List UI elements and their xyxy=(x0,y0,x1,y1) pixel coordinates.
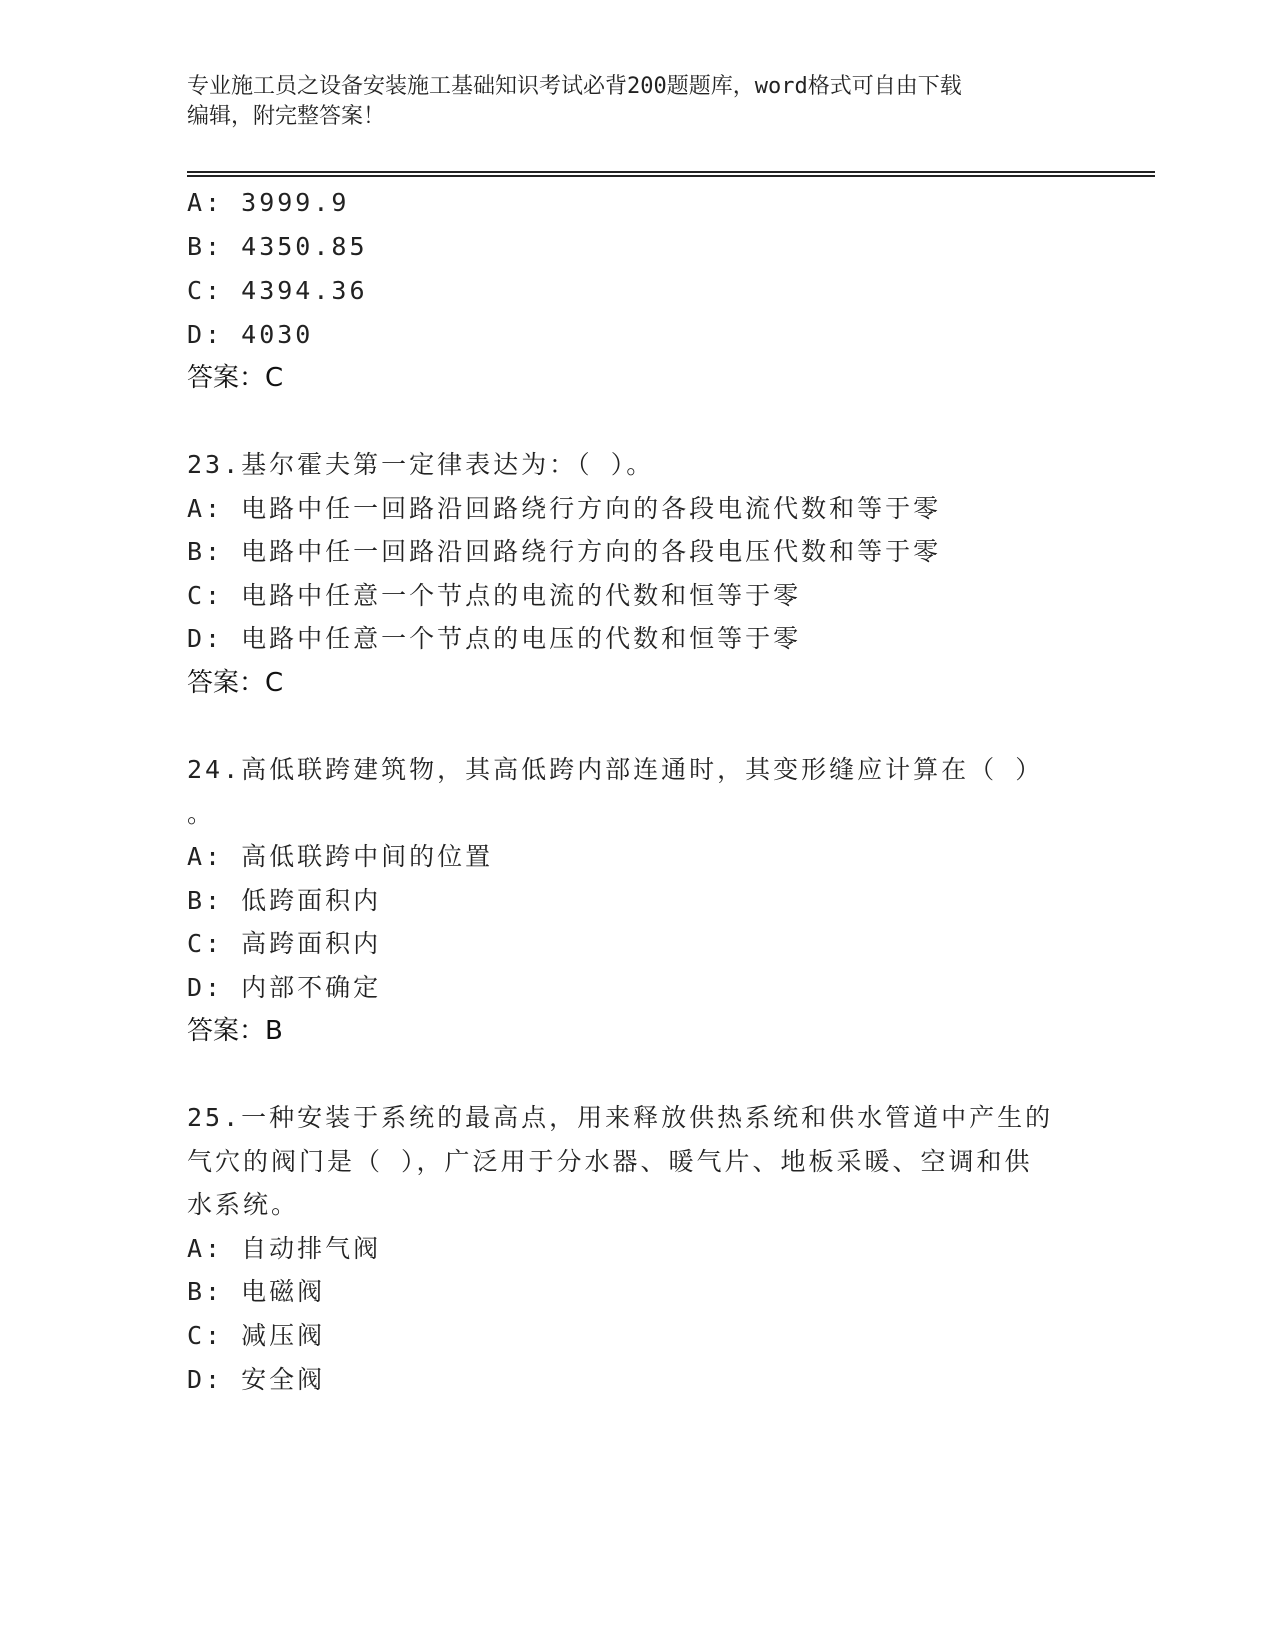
header-title-line-2: 编辑，附完整答案！ xyxy=(187,104,386,129)
q24-answer: 答案：B xyxy=(187,1016,283,1046)
q23-question: 23.基尔霍夫第一定律表达为：（ ）。 xyxy=(187,450,655,479)
header-divider-top xyxy=(187,171,1155,173)
header-title-line-1: 专业施工员之设备安装施工基础知识考试必背200题题库，word格式可自由下载 xyxy=(187,74,962,99)
document-header xyxy=(187,72,1067,132)
header-divider-bottom xyxy=(187,175,1155,177)
q25-question-line-1: 25.一种安装于系统的最高点，用来释放供热系统和供水管道中产生的 xyxy=(187,1103,1054,1132)
q22-option-b: B: 4350.85 xyxy=(187,232,368,261)
q24-option-d: D: 内部不确定 xyxy=(187,973,382,1002)
q25-option-b: B: 电磁阀 xyxy=(187,1277,326,1306)
q24-option-c: C: 高跨面积内 xyxy=(187,929,382,958)
q25-option-c: C: 减压阀 xyxy=(187,1321,326,1350)
q25-option-d: D: 安全阀 xyxy=(187,1365,326,1394)
q24-option-a: A: 高低联跨中间的位置 xyxy=(187,842,494,871)
q25-question-line-2: 气穴的阀门是（ ），广泛用于分水器、暖气片、地板采暖、空调和供 xyxy=(187,1147,1033,1176)
q23-answer: 答案：C xyxy=(187,668,284,698)
q24-question-line-1: 24.高低联跨建筑物，其高低跨内部连通时，其变形缝应计算在（ ） xyxy=(187,755,1044,784)
q22-option-a: A: 3999.9 xyxy=(187,188,350,217)
q25-option-a: A: 自动排气阀 xyxy=(187,1234,382,1263)
q22-option-d: D: 4030 xyxy=(187,320,314,349)
q23-option-a: A: 电路中任一回路沿回路绕行方向的各段电流代数和等于零 xyxy=(187,494,942,523)
q24-option-b: B: 低跨面积内 xyxy=(187,886,382,915)
q23-option-d: D: 电路中任意一个节点的电压的代数和恒等于零 xyxy=(187,624,802,653)
q22-option-c: C: 4394.36 xyxy=(187,276,368,305)
q25-question-line-3: 水系统。 xyxy=(187,1190,300,1219)
q23-option-b: B: 电路中任一回路沿回路绕行方向的各段电压代数和等于零 xyxy=(187,537,942,566)
q22-answer: 答案：C xyxy=(187,363,284,393)
q23-option-c: C: 电路中任意一个节点的电流的代数和恒等于零 xyxy=(187,581,802,610)
q24-question-line-2: 。 xyxy=(187,799,216,828)
